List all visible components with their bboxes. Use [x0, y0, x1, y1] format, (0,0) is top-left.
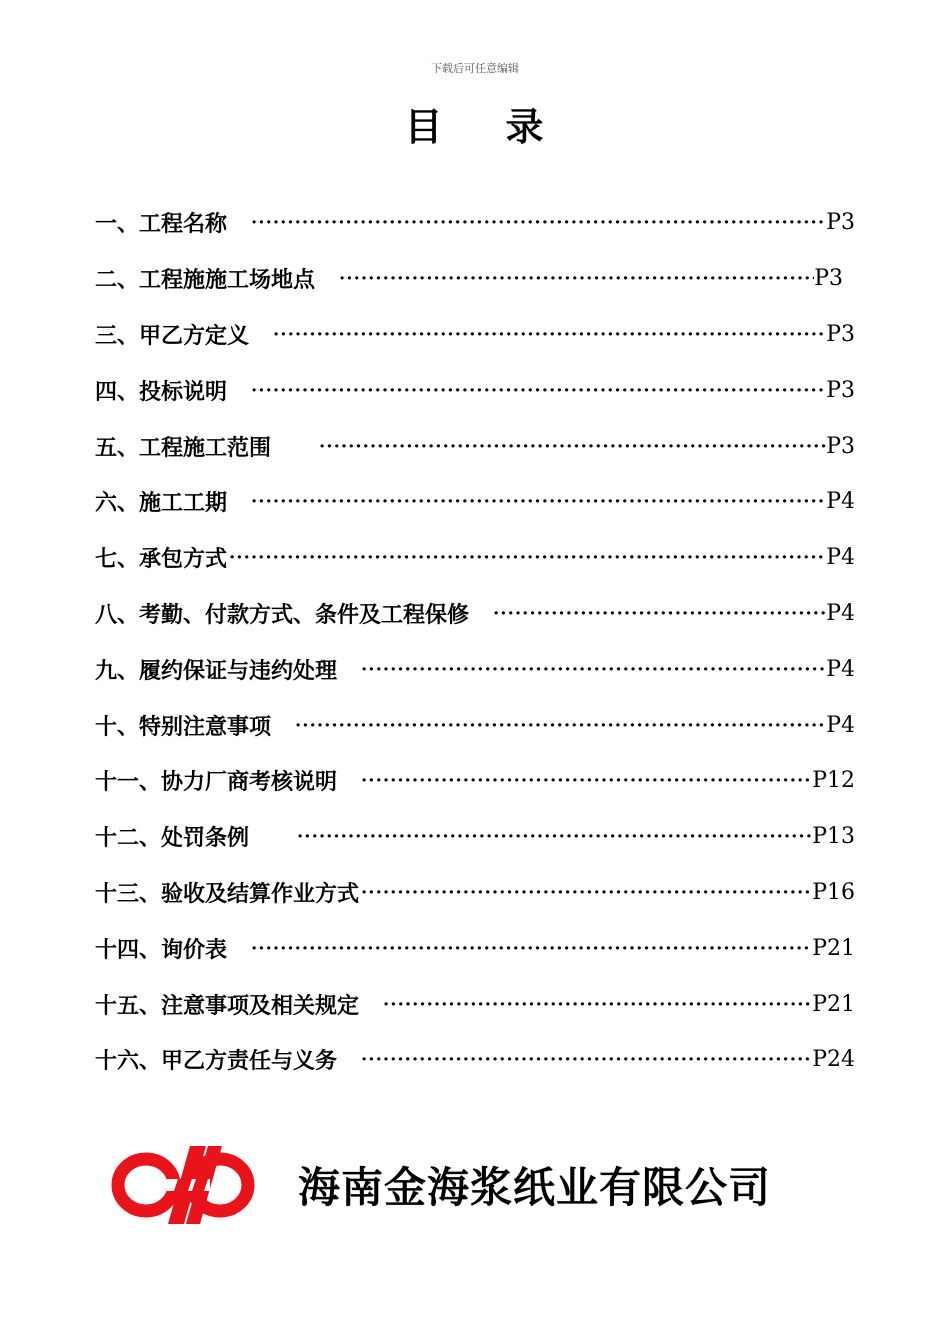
toc-leader-dots: [229, 547, 826, 568]
toc-entry-number: 十、: [95, 713, 140, 740]
toc-entry-label: 施工工期: [139, 490, 228, 517]
toc-entry[interactable]: [95, 195, 855, 251]
toc-entry[interactable]: [95, 809, 855, 865]
toc-entry-page: P4: [826, 545, 855, 571]
toc-entry-page: P24: [812, 1047, 855, 1073]
toc-entry-number: 四、: [95, 378, 140, 405]
toc-entry-number: 十五、: [95, 992, 162, 1019]
toc-entry[interactable]: [95, 474, 855, 530]
toc-entry-page: P4: [826, 656, 855, 682]
toc-entry[interactable]: [95, 307, 855, 363]
toc-entry-label: 承包方式: [139, 546, 228, 573]
toc-entry[interactable]: [95, 753, 855, 809]
toc-entry[interactable]: [95, 976, 855, 1032]
toc-entry[interactable]: [95, 641, 855, 697]
toc-entry-label: 注意事项及相关规定: [161, 992, 360, 1019]
toc-entry-label: 甲乙方定义: [139, 322, 250, 349]
toc-entry-number: 十一、: [95, 769, 162, 796]
toc-entry-number: 七、: [95, 546, 140, 573]
header-note: 下载后可任意编辑: [431, 62, 519, 75]
toc-leader-dots: [361, 1049, 812, 1070]
toc-entry[interactable]: [95, 920, 855, 976]
toc-entry-label: 考勤、付款方式、条件及工程保修: [139, 601, 470, 628]
toc-leader-dots: [383, 994, 812, 1015]
toc-entry[interactable]: [95, 697, 855, 753]
toc-entry-page: P16: [812, 879, 855, 905]
table-of-contents: [95, 195, 855, 1088]
toc-leader-dots: [339, 268, 814, 289]
toc-leader-dots: [273, 324, 826, 345]
toc-entry-number: 十六、: [95, 1048, 162, 1075]
toc-entry-page: P21: [812, 991, 855, 1017]
toc-entry-number: 九、: [95, 657, 140, 684]
toc-entry-page: P12: [812, 768, 855, 794]
toc-entry-label: 询价表: [161, 936, 228, 963]
toc-entry-page: P3: [826, 433, 855, 459]
toc-entry-number: 八、: [95, 601, 140, 628]
toc-leader-dots: [297, 826, 812, 847]
toc-entry-label: 工程名称: [139, 211, 228, 238]
toc-entry-page: P3: [826, 210, 855, 236]
toc-entry-label: 甲乙方责任与义务: [161, 1048, 338, 1075]
toc-leader-dots: [319, 436, 826, 457]
toc-entry-number: 三、: [95, 322, 140, 349]
toc-entry-page: P4: [826, 712, 855, 738]
toc-entry-label: 特别注意事项: [139, 713, 272, 740]
toc-entry-number: 十四、: [95, 936, 162, 963]
toc-entry-page: P4: [826, 489, 855, 515]
toc-leader-dots: [361, 659, 826, 680]
toc-leader-dots: [361, 770, 812, 791]
toc-entry[interactable]: [95, 530, 855, 586]
toc-leader-dots: [251, 380, 826, 401]
toc-entry-label: 工程施施工场地点: [139, 267, 316, 294]
toc-entry-number: 十三、: [95, 880, 162, 907]
toc-entry-number: 二、: [95, 267, 140, 294]
toc-leader-dots: [251, 212, 826, 233]
company-footer: [108, 1140, 808, 1230]
toc-entry-page: P4: [826, 600, 855, 626]
page-title: 目 录: [404, 104, 546, 149]
toc-entry-page: P3: [826, 377, 855, 403]
toc-entry-page: P13: [812, 824, 855, 850]
toc-entry-label: 投标说明: [139, 378, 228, 405]
toc-entry[interactable]: [95, 865, 855, 921]
toc-entry-page: P3: [814, 266, 843, 292]
toc-entry-label: 履约保证与违约处理: [139, 657, 338, 684]
company-logo-icon: [108, 1144, 258, 1226]
toc-leader-dots: [493, 603, 826, 624]
toc-entry-label: 处罚条例: [161, 825, 250, 852]
toc-entry-number: 六、: [95, 490, 140, 517]
company-name: 海南金海浆纸业有限公司: [298, 1163, 772, 1212]
toc-entry[interactable]: [95, 586, 855, 642]
toc-entry-page: P3: [826, 321, 855, 347]
toc-entry[interactable]: [95, 362, 855, 418]
toc-entry-number: 十二、: [95, 825, 162, 852]
toc-entry-number: 五、: [95, 434, 140, 461]
toc-entry-number: 一、: [95, 211, 140, 238]
toc-leader-dots: [295, 715, 826, 736]
toc-leader-dots: [251, 491, 826, 512]
toc-entry-label: 工程施工范围: [139, 434, 272, 461]
toc-entry[interactable]: [95, 251, 843, 307]
toc-entry[interactable]: [95, 418, 855, 474]
toc-entry-label: 协力厂商考核说明: [161, 769, 338, 796]
toc-entry[interactable]: [95, 1032, 855, 1088]
toc-leader-dots: [251, 938, 812, 959]
toc-entry-page: P21: [812, 935, 855, 961]
toc-leader-dots: [361, 882, 812, 903]
toc-entry-label: 验收及结算作业方式: [161, 880, 360, 907]
